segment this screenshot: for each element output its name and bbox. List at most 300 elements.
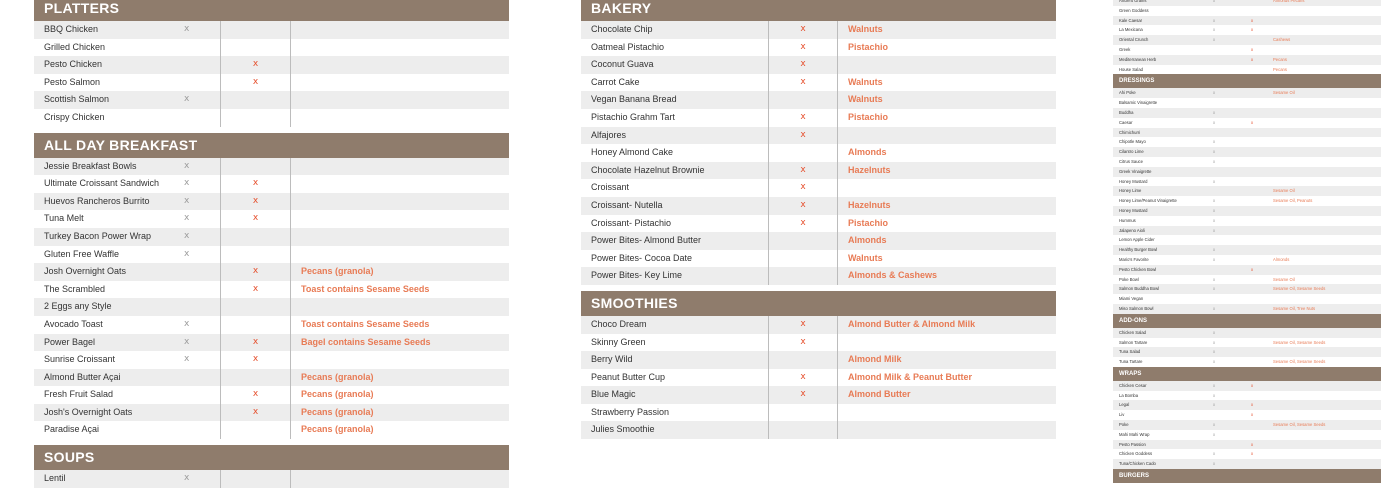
item-name: BBQ Chicken x (34, 21, 220, 39)
nut-note: Pistachio (837, 39, 1056, 57)
item-name: Chicken Salad (1119, 329, 1147, 335)
allergen-mark (1195, 45, 1233, 55)
item-name: Liv (1119, 412, 1125, 418)
menu-row (34, 39, 509, 57)
menu-row (581, 351, 1056, 369)
menu-row (581, 39, 1056, 57)
item-name: Balsamic Vinaigrette (1119, 100, 1158, 106)
item-name: Tuna Salad (1119, 349, 1141, 355)
gluten-mark: x (184, 354, 190, 365)
section-gap (581, 439, 1056, 445)
nut-note (290, 21, 509, 39)
section-header: ADD-ONS (1113, 314, 1381, 328)
nut-note (1271, 16, 1381, 26)
dairy-mark: x (220, 386, 290, 404)
nut-note (1271, 147, 1381, 157)
allergen-mark: x (1212, 256, 1216, 262)
allergen-mark (1233, 226, 1271, 236)
allergen-mark (768, 404, 837, 422)
allergen-mark (1195, 167, 1233, 177)
nut-note (1271, 245, 1381, 255)
item-name: Scottish Salmon x (34, 91, 220, 109)
allergen-mark: x (1212, 339, 1216, 345)
menu-row (1113, 216, 1381, 226)
menu-row (1113, 235, 1381, 245)
dairy-mark: x (220, 193, 290, 211)
menu-row (1113, 459, 1381, 469)
allergen-mark (1233, 255, 1271, 265)
item-name: Power Bites- Cocoa Date (591, 252, 693, 263)
nut-note (1271, 25, 1381, 35)
dairy-mark (220, 228, 290, 246)
item-name: Poke Bowl (1119, 276, 1139, 282)
allergen-mark (1195, 128, 1233, 138)
menu-row (581, 197, 1056, 215)
menu-row (581, 179, 1056, 197)
allergen-mark (1233, 196, 1271, 206)
item-name: Miami Vegan (1119, 296, 1144, 302)
nut-note: Pecans (granola) (290, 404, 509, 422)
allergen-mark (1233, 35, 1271, 45)
allergen-mark (768, 91, 837, 109)
allergen-mark (1233, 128, 1271, 138)
dairy-mark: x (220, 175, 290, 193)
item-name: Pistachio Grahm Tart (591, 111, 675, 122)
allergen-mark: x (1212, 109, 1216, 115)
gluten-mark: x (184, 248, 190, 259)
menu-row (581, 316, 1056, 334)
item-name: Legal (1119, 402, 1130, 408)
allergen-mark (1233, 98, 1271, 108)
nut-note (1271, 400, 1381, 410)
item-name: Peanut Butter Cup (591, 371, 666, 382)
item-name: Honey Mustard (1119, 207, 1148, 213)
nut-note (837, 334, 1056, 352)
menu-row (1113, 55, 1381, 65)
nut-note (1271, 459, 1381, 469)
item-name: Strawberry Passion (591, 406, 670, 417)
allergen-mark: x (1212, 149, 1216, 155)
allergen-mark (1195, 55, 1233, 65)
menu-row (34, 175, 509, 193)
allergen-mark: x (768, 127, 837, 145)
item-name: Pesto Passion (1119, 441, 1146, 447)
allergen-mark: x (1212, 217, 1216, 223)
nut-note: Sesame Oil, Sesame Seeds (1273, 339, 1326, 345)
allergen-mark (1233, 186, 1271, 196)
menu-row (34, 56, 509, 74)
allergen-mark (1195, 65, 1233, 75)
item-name: Chicken Goddess (1119, 451, 1153, 457)
section-header: BURGERS (1113, 469, 1381, 483)
item-name: Coconut Guava (591, 59, 654, 70)
nut-note: Pecans (granola) (290, 263, 509, 281)
menu-row (34, 470, 509, 488)
allergen-mark: x (1212, 247, 1216, 253)
nut-note: Sesame Oil (1273, 276, 1295, 282)
nut-note: Sesame Oil, Sesame Seeds (1273, 359, 1326, 365)
menu-row (34, 263, 509, 281)
menu-row (1113, 45, 1381, 55)
menu-row (34, 109, 509, 127)
nut-note: Sesame Oil (1273, 188, 1295, 194)
allergen-mark (1233, 347, 1271, 357)
item-name: Greek (1119, 46, 1131, 52)
allergen-mark: x (1212, 461, 1216, 467)
nut-note (1271, 391, 1381, 401)
nut-note: Pecans (1273, 66, 1287, 72)
menu-row (1113, 255, 1381, 265)
nut-note (837, 421, 1056, 439)
nut-note (290, 109, 509, 127)
nut-note (290, 228, 509, 246)
allergen-mark: x (1212, 431, 1216, 437)
dairy-mark (220, 91, 290, 109)
nut-note (1271, 328, 1381, 338)
menu-row (581, 267, 1056, 285)
item-name: Choco Dream (591, 318, 647, 329)
allergen-mark: x (768, 179, 837, 197)
nut-note (1271, 235, 1381, 245)
allergen-table-left (34, 0, 509, 494)
menu-row (34, 316, 509, 334)
menu-row (34, 91, 509, 109)
item-name: Blue Magic (591, 389, 636, 400)
item-name: Power Bites- Almond Butter (591, 235, 702, 246)
menu-row (1113, 137, 1381, 147)
nut-note (1271, 6, 1381, 16)
nut-note (1271, 206, 1381, 216)
allergen-mark (1233, 206, 1271, 216)
menu-row (34, 421, 509, 439)
item-name: Green Goddess (1119, 7, 1149, 13)
nut-note (1271, 381, 1381, 391)
dairy-mark (220, 316, 290, 334)
menu-row (34, 334, 509, 352)
dairy-mark: x (220, 351, 290, 369)
allergen-mark (1195, 410, 1233, 420)
item-name: Grilled Chicken (44, 41, 106, 52)
nut-note: Walnuts (837, 250, 1056, 268)
menu-row (1113, 98, 1381, 108)
menu-row (1113, 226, 1381, 236)
menu-row (1113, 157, 1381, 167)
allergen-mark: x (1212, 198, 1216, 204)
section-header: SOUPS (34, 445, 509, 470)
allergen-mark (1233, 245, 1271, 255)
menu-row (1113, 108, 1381, 118)
dairy-mark: x (220, 404, 290, 422)
nut-note: Almonds (837, 144, 1056, 162)
allergen-mark (1233, 304, 1271, 314)
item-name: Crispy Chicken (44, 111, 105, 122)
menu-row (1113, 35, 1381, 45)
allergen-mark (768, 232, 837, 250)
item-name: Julies Smoothie (591, 424, 655, 435)
menu-row (1113, 118, 1381, 128)
menu-row (34, 158, 509, 176)
item-name: Chocolate Hazelnut Brownie (591, 164, 705, 175)
menu-row (1113, 400, 1381, 410)
menu-row (581, 369, 1056, 387)
nut-note (1271, 167, 1381, 177)
allergen-mark: x (1212, 422, 1216, 428)
menu-row (34, 74, 509, 92)
item-name: Mario's Favorite (1119, 256, 1149, 262)
allergen-mark (1233, 328, 1271, 338)
menu-row (1113, 177, 1381, 187)
nut-note: Sesame Oil, Tree Nuts (1273, 305, 1316, 311)
item-name: Oatmeal Pistachio (591, 41, 665, 52)
menu-row (581, 404, 1056, 422)
allergen-mark (1195, 235, 1233, 245)
menu-row (34, 369, 509, 387)
menu-row (581, 162, 1056, 180)
allergen-mark: x (768, 109, 837, 127)
allergen-mark (768, 250, 837, 268)
item-name: The Scrambled (44, 283, 106, 294)
nut-note: Almonds Pecans (1273, 0, 1305, 3)
allergen-mark (1233, 216, 1271, 226)
item-name: Pesto Salmon (44, 76, 101, 87)
menu-row (1113, 410, 1381, 420)
nut-note: Pistachio (837, 215, 1056, 233)
dairy-mark: x (220, 281, 290, 299)
item-name: Almond Butter Açai (44, 371, 121, 382)
allergen-mark: x (1212, 349, 1216, 355)
gluten-mark: x (184, 230, 190, 241)
allergen-mark: x (1250, 266, 1254, 272)
allergen-mark: x (1212, 0, 1216, 3)
menu-row (581, 144, 1056, 162)
item-name: Croissant- Nutella (591, 199, 663, 210)
allergen-mark: x (768, 56, 837, 74)
allergen-mark: x (1250, 402, 1254, 408)
nut-note (290, 210, 509, 228)
allergen-mark (1233, 284, 1271, 294)
allergen-mark: x (1212, 17, 1216, 23)
item-name: Turkey Bacon Power Wrap x (34, 228, 220, 246)
gluten-mark: x (184, 213, 190, 224)
allergen-mark (1233, 65, 1271, 75)
nut-note: Almonds (1273, 256, 1290, 262)
nut-note (290, 91, 509, 109)
allergen-mark: x (1250, 46, 1254, 52)
item-name: Power Bites- Key Lime (591, 270, 683, 281)
allergen-mark: x (1212, 359, 1216, 365)
item-name: Mahi Mahi Wrap (1119, 431, 1150, 437)
item-name: Chicken Cesar (1119, 382, 1147, 388)
menu-row (1113, 25, 1381, 35)
item-name: Huevos Rancheros Burrito x (34, 193, 220, 211)
item-name: Vegan Banana Bread (591, 94, 677, 105)
menu-row (1113, 391, 1381, 401)
allergen-table-middle (581, 0, 1056, 445)
nut-note: Pecans (granola) (290, 386, 509, 404)
nut-note (1271, 410, 1381, 420)
dairy-mark (220, 298, 290, 316)
gluten-mark: x (184, 160, 190, 171)
nut-note (290, 74, 509, 92)
item-name: Poke (1119, 422, 1129, 428)
menu-row (1113, 381, 1381, 391)
nut-note (837, 179, 1056, 197)
dairy-mark (220, 158, 290, 176)
gluten-mark: x (184, 473, 190, 484)
allergen-mark (1233, 167, 1271, 177)
allergen-mark: x (1212, 139, 1216, 145)
gluten-mark: x (184, 94, 190, 105)
allergen-mark: x (1212, 178, 1216, 184)
nut-note: Sesame Oil, Sesame Seeds (1273, 422, 1326, 428)
allergen-mark: x (1250, 119, 1254, 125)
menu-row (1113, 347, 1381, 357)
item-name: Honey Lime/Peanut Vinaigrette (1119, 198, 1177, 204)
item-name: Oriental Crunch (1119, 37, 1149, 43)
nut-note: Walnuts (837, 91, 1056, 109)
nut-note (1271, 108, 1381, 118)
gluten-mark: x (184, 336, 190, 347)
allergen-mark: x (1212, 402, 1216, 408)
allergen-mark (768, 144, 837, 162)
item-name: Honey Almond Cake (591, 147, 674, 158)
menu-row (1113, 449, 1381, 459)
item-name: Citrus Sauce (1119, 158, 1143, 164)
nut-note (1271, 294, 1381, 304)
item-name: Hummus (1119, 217, 1136, 223)
item-name: 2 Eggs any Style (44, 301, 112, 312)
allergen-mark (768, 351, 837, 369)
allergen-mark (1233, 157, 1271, 167)
dairy-mark (220, 39, 290, 57)
nut-note: Sesame Oil, Sesame Seeds (1273, 286, 1326, 292)
item-name: Alfajores (591, 129, 627, 140)
menu-row (1113, 304, 1381, 314)
menu-row (34, 386, 509, 404)
item-name: Lemon Apple Cider (1119, 237, 1155, 243)
dairy-mark: x (220, 56, 290, 74)
item-name: Pesto Chicken Bowl (1119, 266, 1157, 272)
item-name: Jalapeno Aioli (1119, 227, 1145, 233)
dairy-mark: x (220, 263, 290, 281)
allergen-mark (1233, 357, 1271, 367)
menu-row (1113, 147, 1381, 157)
allergen-mark: x (1212, 392, 1216, 398)
menu-row (581, 215, 1056, 233)
nut-note: Almond Butter & Almond Milk (837, 316, 1056, 334)
nut-note (290, 246, 509, 264)
allergen-mark: x (1212, 119, 1216, 125)
item-name: Cilantro Lime (1119, 149, 1144, 155)
item-name: Salmon Tartare (1119, 339, 1148, 345)
dairy-mark: x (220, 74, 290, 92)
section-header: PLATTERS (34, 0, 509, 21)
item-name: Chimichurri (1119, 129, 1141, 135)
allergen-mark (768, 421, 837, 439)
menu-row (1113, 16, 1381, 26)
item-name: Honey Lime (1119, 188, 1142, 194)
item-name: Pesto Chicken (44, 59, 103, 70)
item-name: Berry Wild (591, 354, 633, 365)
item-name: House Salad (1119, 66, 1143, 72)
item-name: La Bomba (1119, 392, 1139, 398)
allergen-mark (1233, 420, 1271, 430)
nut-note (1271, 177, 1381, 187)
item-name: Kale Caesar (1119, 17, 1143, 23)
nut-note: Bagel contains Sesame Seeds (290, 334, 509, 352)
menu-row (1113, 357, 1381, 367)
menu-row (581, 91, 1056, 109)
menu-row (581, 56, 1056, 74)
allergen-mark (1233, 88, 1271, 98)
dairy-mark (220, 109, 290, 127)
nut-note (290, 351, 509, 369)
menu-row (1113, 245, 1381, 255)
allergen-mark: x (1212, 329, 1216, 335)
nut-note (1271, 137, 1381, 147)
allergen-mark (1233, 137, 1271, 147)
item-name: Salmon Buddha Bowl (1119, 286, 1160, 292)
item-name: Lentil x (34, 470, 220, 488)
allergen-mark: x (1212, 27, 1216, 33)
nut-note (290, 158, 509, 176)
dairy-mark (220, 470, 290, 488)
menu-row (581, 21, 1056, 39)
allergen-table-right (1113, 0, 1381, 483)
nut-note: Toast contains Sesame Seeds (290, 281, 509, 299)
allergen-mark (1233, 338, 1271, 348)
menu-row (1113, 128, 1381, 138)
allergen-mark (1233, 430, 1271, 440)
allergen-mark: x (1250, 451, 1254, 457)
allergen-mark: x (768, 316, 837, 334)
nut-note (1271, 347, 1381, 357)
menu-row (1113, 265, 1381, 275)
allergen-mark: x (1212, 207, 1216, 213)
nut-note: Almond Butter (837, 386, 1056, 404)
menu-row (1113, 294, 1381, 304)
allergen-mark: x (1250, 441, 1254, 447)
item-name: Honey Mustard (1119, 178, 1148, 184)
allergen-mark: x (768, 197, 837, 215)
item-name: Mediterranean Herb (1119, 56, 1157, 62)
section-header: WRAPS (1113, 367, 1381, 381)
nut-note (290, 193, 509, 211)
gluten-mark: x (184, 195, 190, 206)
gluten-mark: x (184, 178, 190, 189)
allergen-mark (1233, 391, 1271, 401)
item-name: Ultimate Croissant Sandwich x (34, 175, 220, 193)
allergen-mark (1233, 294, 1271, 304)
section-header: ALL DAY BREAKFAST (34, 133, 509, 158)
dairy-mark (220, 421, 290, 439)
item-name: Buddha (1119, 109, 1134, 115)
nut-note: Pecans (1273, 56, 1287, 62)
menu-row (1113, 328, 1381, 338)
allergen-mark (1233, 235, 1271, 245)
allergen-mark (1233, 6, 1271, 16)
menu-row (581, 421, 1056, 439)
nut-note (290, 175, 509, 193)
allergen-mark (768, 267, 837, 285)
item-name: Croissant- Pistachio (591, 217, 672, 228)
allergen-mark (1195, 98, 1233, 108)
gluten-mark: x (184, 318, 190, 329)
nut-note (1271, 216, 1381, 226)
allergen-mark: x (1250, 17, 1254, 23)
menu-row (34, 351, 509, 369)
menu-row (34, 193, 509, 211)
